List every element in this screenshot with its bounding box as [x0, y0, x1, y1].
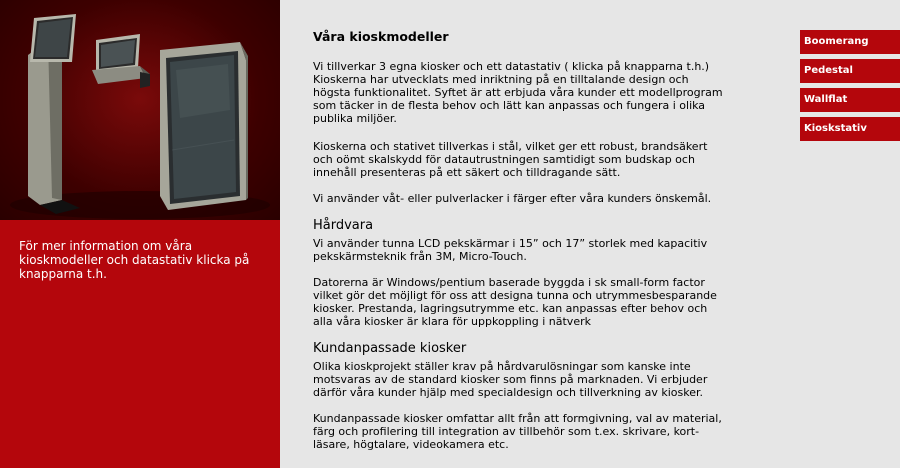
custom-heading: Kundanpassade kiosker	[313, 341, 467, 356]
paint-paragraph: Vi använder våt- eller pulverlacker i färger efter våra kunders önskemål.	[313, 192, 712, 205]
nav-button-pedestal[interactable]: Pedestal	[800, 59, 900, 83]
hardware-paragraph-1: Vi använder tunna LCD pekskärmar i 15” och 17” storlek med kapacitiv pekskärmsteknik från 3M, Micro-Touch.	[313, 237, 708, 263]
kiosk-model-nav	[800, 30, 900, 146]
page-title: Våra kioskmodeller	[313, 29, 449, 44]
nav-button-wallflat[interactable]: Wallflat	[800, 88, 900, 112]
hardware-paragraph-2: Datorerna är Windows/pentium baserade byggda i sk small-form factor vilket gör det möjligt för oss att designa tunna och utrymmesbesparande kiosker. Prestanda, lagringsutrymme etc. kan anpassas efter behov och alla våra kiosker är klara för uppkoppling i nätverk	[313, 276, 717, 328]
custom-paragraph-2: Kundanpassade kiosker omfattar allt från att formgivning, val av material, färg och profilering till integration av tillbehör som t.ex. skrivare, kort- läsare, högtalare, videokamera etc.	[313, 412, 722, 451]
hardware-heading: Hårdvara	[313, 218, 374, 233]
kiosk-product-image	[0, 0, 280, 220]
nav-button-kioskstativ[interactable]: Kioskstativ	[800, 117, 900, 141]
left-panel	[0, 0, 280, 468]
custom-paragraph-1: Olika kioskprojekt ställer krav på hårdvarulösningar som kanske inte motsvaras av de standard kiosker som finns på marknaden. Vi erbjuder därför våra kunder hjälp med specialdesign och tillverkning av kiosker.	[313, 360, 708, 399]
nav-button-boomerang[interactable]: Boomerang	[800, 30, 900, 54]
info-text: För mer information om våra kioskmodeller och datastativ klicka på knapparna t.h.	[19, 239, 250, 281]
kiosk-illustration	[0, 0, 280, 220]
main-content	[313, 29, 753, 464]
material-paragraph: Kioskerna och stativet tillverkas i stål, vilket ger ett robust, brandsäkert och oömt skalskydd för datautrustningen samtidigt som budskap och innehåll presenteras på ett säkert och tilldragande sätt.	[313, 140, 708, 179]
intro-paragraph: Vi tillverkar 3 egna kiosker och ett datastativ ( klicka på knapparna t.h.) Kioskerna har utvecklats med inriktning på en tilltalande design och högsta funktionalitet. Syftet är att erbjuda våra kunder ett modellprogram som täcker in de flesta behov och lätt kan anpassas och fungera i olika publika miljöer.	[313, 60, 723, 125]
